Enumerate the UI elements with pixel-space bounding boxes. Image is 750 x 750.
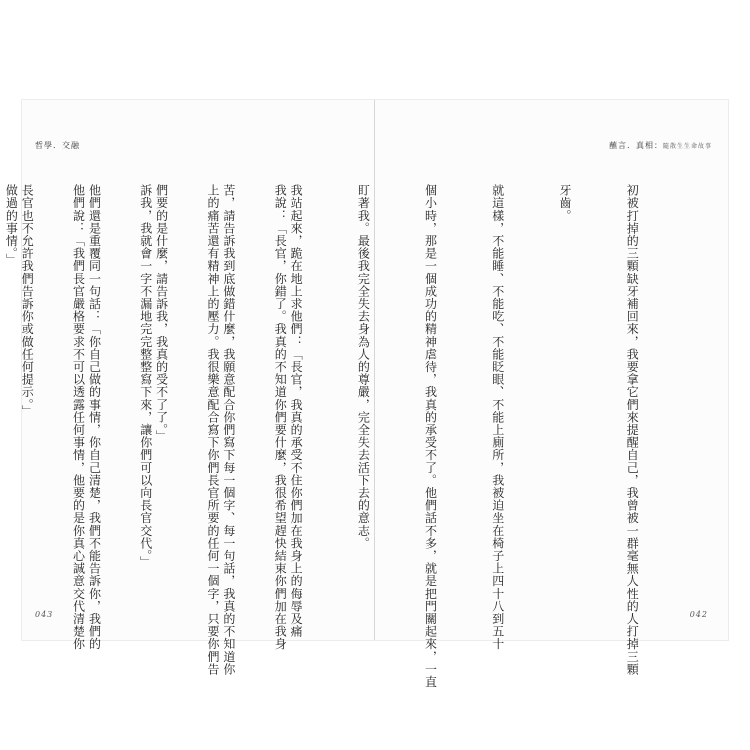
right-running-header — [609, 140, 712, 151]
right-header-subtitle: 隨散生生命故事 — [662, 143, 712, 150]
left-header-text: 哲學．交融 — [35, 141, 80, 150]
text-line: 他們說：「我們長官嚴格要求不可以透露任何事情，他要的是你真心誠意交代清楚你 — [71, 184, 86, 651]
text-line: 盯著我。最後我完全失去身為人的尊嚴，完全失去活下去的意志。 — [356, 184, 371, 550]
text-line: 我說：「長官，你錯了。我真的不知道你們要什麼，我很希望趕快結束你們加在我身 — [273, 184, 288, 651]
text-line: 長官也不允許我們告訴你或做任何提示。」 — [20, 184, 35, 418]
right-page-number: 042 — [689, 610, 708, 619]
right-header-text: 蘸言．真相： — [608, 141, 663, 150]
text-line: 做過的事情。」 — [4, 184, 19, 267]
left-running-header — [35, 140, 80, 151]
text-line: 我站起來，跪在地上求他們：「長官，我真的承受不住你們加在我身上的侮辱及痛 — [289, 184, 304, 638]
text-line: 們要的是什麼，請告訴我，我真的受不了了。」 — [154, 184, 169, 443]
text-line: 個小時，那是一個成功的精神虐待，我真的承受不了。他們話不多，就是把門關起來，一直 — [423, 184, 438, 688]
text-line: 訴我，我就會一字不漏地完完整整寫下來，讓你們可以向長官交代。」 — [138, 184, 153, 569]
text-line: 就這樣，不能睡、不能吃、不能眨眼、不能上廁所，我被迫坐在椅子上四十八到五十 — [490, 184, 505, 651]
left-page-number: 043 — [35, 610, 54, 619]
text-line: 他們還是重覆同一句話：「你自己做的事情，你自己清楚，我們不能告訴你，我們的 — [87, 184, 102, 651]
text-line: 牙齒。 — [557, 184, 572, 222]
text-line: 上的痛苦還有精神上的壓力。我很樂意配合寫下你們長官所要的任何一個字，只要你們告 — [205, 184, 220, 676]
text-line: 苦，請告訴我到底做錯什麼，我願意配合你們寫下每一個字、每一句話，我真的不知道你 — [221, 184, 236, 676]
text-line: 初被打掉的三顆缺牙補回來，我要拿它們來提醒自己，我曾被一群毫無人性的人打掉三顆 — [625, 184, 640, 676]
